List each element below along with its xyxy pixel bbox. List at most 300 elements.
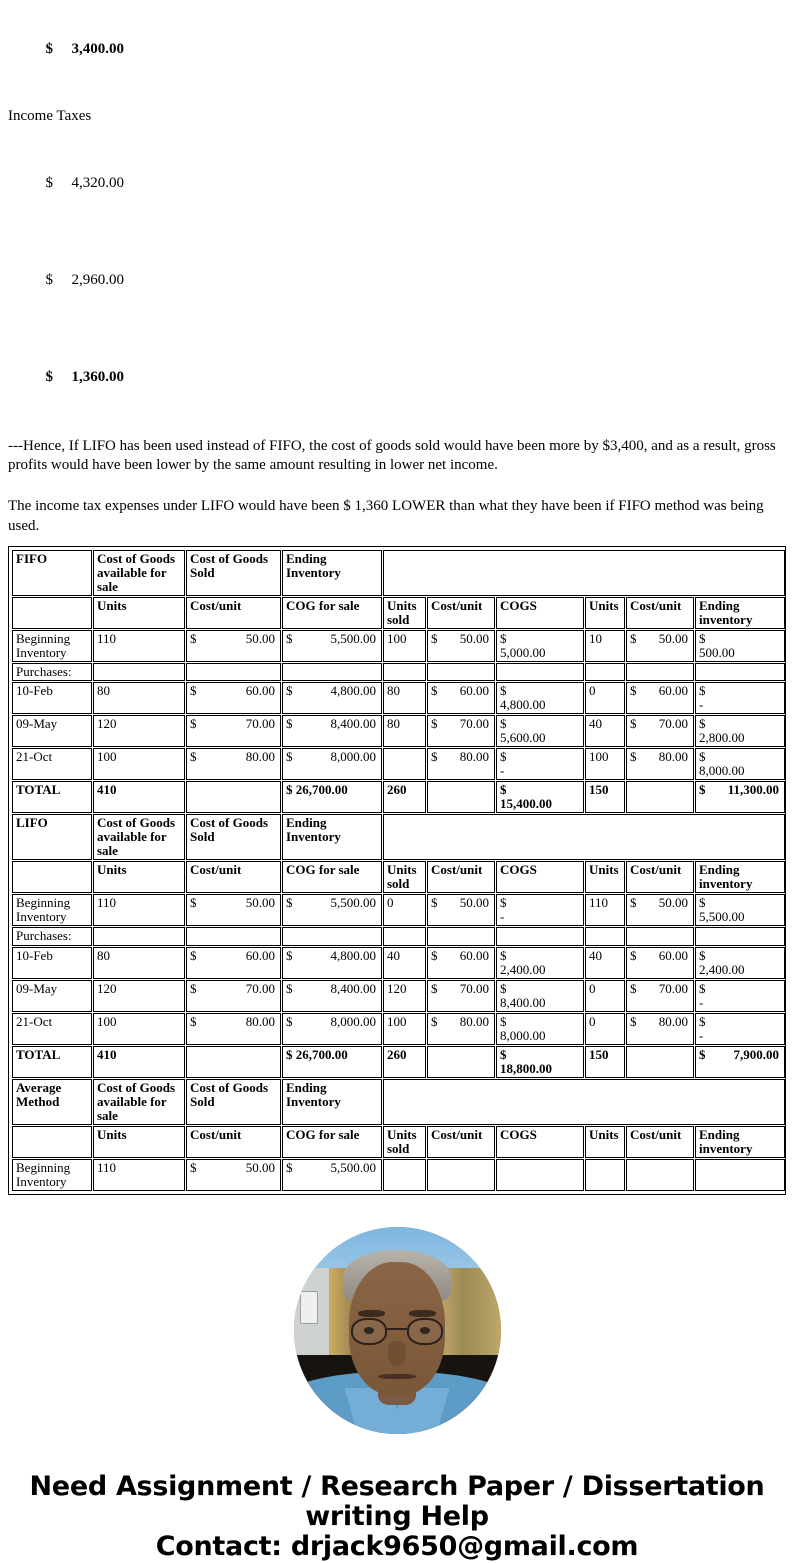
amount: 4,800.00 [330,947,376,963]
currency-symbol: $ [699,980,706,996]
amount: 60.00 [459,683,489,698]
cell-units: 80 [93,947,185,979]
amount: 50.00 [245,895,275,911]
cell-empty [496,927,584,945]
row-label: 21-Oct [12,1013,92,1045]
total-cost-per-unit-2 [427,1046,495,1078]
column-header-cog-for-sale: COG for sale [282,1126,382,1158]
amount: 500.00 [699,644,735,660]
promo-line-1: Need Assignment / Research Paper / Dissertation [29,1470,765,1502]
currency-symbol: $ [190,980,197,996]
column-header-cogs: COGS [496,597,584,629]
cell-units-ending: 0 [585,682,625,714]
amount: 80.00 [245,1013,275,1029]
cell-cost-per-unit-2 [427,682,495,714]
group-header-ending-inventory: Ending Inventory [282,814,382,860]
cell-cost-per-unit-3 [626,1013,694,1045]
currency-symbol: $ [45,41,53,57]
cell-cost-per-unit-3 [626,630,694,662]
currency-symbol: $ [699,630,706,646]
currency-symbol: $ [699,716,706,732]
cell-cogs [496,1159,584,1191]
amount: 8,400.00 [500,994,546,1010]
amount: 5,500.00 [330,1159,376,1175]
amount: 5,500.00 [330,895,376,911]
cell-ending-inventory [695,1013,785,1045]
currency-symbol: $ [500,947,507,963]
column-header-cost-per-unit-3: Cost/unit [626,1126,694,1158]
amount: - [699,994,704,1010]
avatar-nose [388,1341,407,1366]
section-header-row [12,1079,785,1125]
group-header-ending-inventory: Ending Inventory [282,550,382,596]
cell-units-ending: 100 [585,748,625,780]
amount: 80.00 [459,1013,489,1029]
amount: 50.00 [658,630,688,646]
avatar-mouth [378,1374,415,1379]
cell-empty [695,663,785,681]
column-header-blank [12,861,92,893]
row-label: 09-May [12,715,92,747]
cell-cost-per-unit-2 [427,894,495,926]
amount: 60.00 [658,947,688,963]
avatar-glasses-bridge [387,1328,408,1330]
cell-cogs [496,980,584,1012]
amount: 70.00 [459,980,489,996]
currency-symbol: $ [699,947,706,963]
total-cost-per-unit [186,781,281,813]
cell-empty [93,663,185,681]
column-header-cost-per-unit-2: Cost/unit [427,1126,495,1158]
amount: - [500,763,505,779]
column-header-row [12,861,785,893]
currency-symbol: $ [431,895,438,911]
amount: 70.00 [245,716,275,732]
tax-fifo-amount: 4,320.00 [71,175,124,191]
currency-symbol: $ [500,749,507,765]
promo-line-3: Contact: drjack9650@gmail.com [155,1531,639,1563]
total-units-ending: 150 [585,1046,625,1078]
cell-empty [626,663,694,681]
cell-units-sold: 100 [383,630,426,662]
column-header-units-sold: Units sold [383,1126,426,1158]
group-header-cost-of-goods-sold: Cost of Goods Sold [186,814,281,860]
amount: 4,800.00 [500,697,546,713]
currency-symbol: $ [431,1013,438,1029]
column-header-cogs: COGS [496,1126,584,1158]
cell-units: 100 [93,1013,185,1045]
currency-symbol: $ [45,369,53,385]
cell-cog-for-sale [282,630,382,662]
currency-symbol: $ [630,749,637,765]
cell-cogs [496,682,584,714]
amount: 50.00 [459,630,489,646]
cell-units: 100 [93,748,185,780]
column-header-units-2: Units [585,597,625,629]
cell-empty [186,927,281,945]
currency-symbol: $ [286,1013,293,1029]
currency-symbol: $ [286,630,293,646]
spacer-cell [383,814,785,860]
column-header-units-2: Units [585,1126,625,1158]
tax-difference-amount: 1,360.00 [71,369,124,385]
avatar-eyebrow-right [409,1310,436,1317]
cell-empty [585,927,625,945]
cell-empty [93,927,185,945]
table-row [12,630,785,662]
cell-ending-inventory [695,630,785,662]
section-header-row [12,550,785,596]
amount: 15,400.00 [500,796,552,812]
cell-cost-per-unit-2 [427,1159,495,1191]
cell-units-ending: 40 [585,715,625,747]
amount: 7,900.00 [733,1046,780,1062]
cell-units-ending: 0 [585,980,625,1012]
row-label-purchases: Purchases: [12,927,92,945]
cell-cost-per-unit [186,947,281,979]
cell-empty [383,663,426,681]
cell-cogs [496,947,584,979]
currency-symbol: $ [500,1013,507,1029]
amount: 60.00 [245,683,275,698]
amount: 11,300.00 [727,782,780,798]
cell-units-ending: 0 [585,1013,625,1045]
currency-symbol: $ [45,272,53,288]
currency-symbol: $ [190,716,197,732]
table-row [12,1013,785,1045]
section-name: FIFO [12,550,92,596]
currency-symbol: $ [500,1046,507,1062]
tax-difference-row [8,340,786,415]
column-header-units: Units [93,861,185,893]
cell-cogs [496,715,584,747]
tax-lifo-row [8,243,786,318]
cell-units-sold: 100 [383,1013,426,1045]
currency-symbol: $ [630,980,637,996]
section-name: LIFO [12,814,92,860]
cell-cog-for-sale [282,894,382,926]
group-header-cogs-available: Cost of Goods available for sale [93,814,185,860]
amount: 2,400.00 [699,961,745,977]
cell-units-sold [383,1159,426,1191]
amount: 8,000.00 [699,763,745,779]
currency-symbol: $ [500,980,507,996]
cell-units: 120 [93,980,185,1012]
cell-cog-for-sale [282,1013,382,1045]
currency-symbol: $ [190,947,197,963]
cell-cost-per-unit-3 [626,682,694,714]
summary-value-top-amount: 3,400.00 [71,41,124,57]
cell-cogs [496,630,584,662]
row-label-total: TOTAL [12,781,92,813]
row-label: 10-Feb [12,682,92,714]
row-label: 21-Oct [12,748,92,780]
cell-cost-per-unit [186,748,281,780]
spacer [8,475,786,497]
cell-cog-for-sale [282,980,382,1012]
column-header-ending-inventory: Ending inventory [695,597,785,629]
amount: 70.00 [658,980,688,996]
currency-symbol: $ [699,782,706,798]
top-spacer [8,0,786,12]
cell-ending-inventory [695,715,785,747]
paragraph-income-tax-explanation: The income tax expenses under LIFO would have been $ 1,360 LOWER than what they have been if FIFO method was being used. [8,498,764,534]
amount: 2,400.00 [500,961,546,977]
table-row [12,980,785,1012]
cell-ending-inventory [695,894,785,926]
table-row [12,894,785,926]
currency-symbol: $ [699,683,706,698]
spacer-cell [383,1079,785,1125]
currency-symbol: $ [699,1013,706,1029]
cell-ending-inventory [695,748,785,780]
cell-cost-per-unit-2 [427,1013,495,1045]
amount: 8,400.00 [330,716,376,732]
currency-symbol: $ [630,1013,637,1029]
amount: - [699,1027,704,1043]
cell-cogs [496,894,584,926]
total-cogs [496,1046,584,1078]
column-header-units-sold: Units sold [383,597,426,629]
tax-fifo-row [8,146,786,221]
currency-symbol: $ [190,683,197,698]
avatar [294,1227,501,1434]
column-header-units: Units [93,597,185,629]
cell-empty [427,663,495,681]
cell-cost-per-unit [186,1159,281,1191]
currency-symbol: $ [190,895,197,911]
amount: 50.00 [245,1159,275,1175]
total-cost-per-unit-2 [427,781,495,813]
amount: 80.00 [245,749,275,765]
column-header-cost-per-unit: Cost/unit [186,597,281,629]
currency-symbol: $ [286,980,293,996]
currency-symbol: $ [190,749,197,765]
cell-units-sold: 80 [383,682,426,714]
row-label-purchases: Purchases: [12,663,92,681]
table-row [12,947,785,979]
avatar-glasses-left-lens [351,1318,386,1345]
table-row [12,748,785,780]
column-header-ending-inventory: Ending inventory [695,1126,785,1158]
cell-cogs [496,748,584,780]
currency-symbol: $ [500,630,507,646]
currency-symbol: $ [286,947,293,963]
currency-symbol: $ [431,749,438,765]
currency-symbol: $ [500,782,507,798]
cell-empty [695,927,785,945]
total-cogs [496,781,584,813]
currency-symbol: $ [286,749,293,765]
purchases-row [12,927,785,945]
avatar-background-switch [300,1291,319,1324]
amount: 5,600.00 [500,730,546,746]
currency-symbol: $ [431,716,438,732]
cell-cost-per-unit-2 [427,748,495,780]
cell-units: 110 [93,630,185,662]
spacer [8,124,786,146]
table-row [12,682,785,714]
cell-empty [186,663,281,681]
inventory-methods-table [11,549,786,1192]
cell-empty [626,927,694,945]
cell-cog-for-sale [282,715,382,747]
column-header-cost-per-unit: Cost/unit [186,1126,281,1158]
purchases-row [12,663,785,681]
amount: 5,500.00 [699,909,745,925]
cell-units-ending: 10 [585,630,625,662]
column-header-row [12,1126,785,1158]
amount: 50.00 [459,895,489,911]
amount: 8,400.00 [330,980,376,996]
currency-symbol: $ [286,895,293,911]
amount: 8,000.00 [500,1027,546,1043]
cell-units-sold [383,748,426,780]
amount: 80.00 [459,749,489,765]
cell-cog-for-sale [282,748,382,780]
cell-units-sold: 80 [383,715,426,747]
cell-units: 80 [93,682,185,714]
cell-cost-per-unit [186,630,281,662]
cell-cost-per-unit-3 [626,715,694,747]
cell-empty [427,927,495,945]
row-label: 10-Feb [12,947,92,979]
cell-cost-per-unit [186,682,281,714]
amount: 80.00 [658,1013,688,1029]
column-header-blank [12,597,92,629]
currency-symbol: $ [286,716,293,732]
amount: 50.00 [245,630,275,646]
cell-empty [282,927,382,945]
currency-symbol: $ [286,683,293,698]
cell-cost-per-unit-3 [626,947,694,979]
total-cost-per-unit-3 [626,1046,694,1078]
spacer [8,415,786,437]
cell-ending-inventory [695,947,785,979]
avatar-container [0,1227,794,1434]
total-row [12,781,785,813]
amount: 8,000.00 [330,1013,376,1029]
cell-cost-per-unit-2 [427,947,495,979]
total-units-ending: 150 [585,781,625,813]
amount: 18,800.00 [500,1060,552,1076]
group-header-ending-inventory: Ending Inventory [282,1079,382,1125]
row-label-total: TOTAL [12,1046,92,1078]
total-cost-per-unit [186,1046,281,1078]
inventory-methods-table-container [8,546,786,1195]
cell-empty [383,927,426,945]
column-header-cost-per-unit: Cost/unit [186,861,281,893]
currency-symbol: $ [190,1159,197,1175]
cell-empty [496,663,584,681]
total-units: 410 [93,781,185,813]
promo-banner [0,1472,794,1563]
currency-symbol: $ [431,980,438,996]
currency-symbol: $ [190,1013,197,1029]
row-label: Beginning Inventory [12,894,92,926]
group-header-cogs-available: Cost of Goods available for sale [93,550,185,596]
promo-line-2: writing Help [305,1501,489,1533]
spacer [8,87,786,109]
avatar-eyebrow-left [358,1310,385,1317]
column-header-units-sold: Units sold [383,861,426,893]
currency-symbol: $ [630,683,637,698]
currency-symbol: $ [286,1159,293,1175]
total-cog-for-sale: $ 26,700.00 [282,781,382,813]
total-units-sold: 260 [383,781,426,813]
cell-ending-inventory [695,1159,785,1191]
column-header-cog-for-sale: COG for sale [282,861,382,893]
column-header-units-2: Units [585,861,625,893]
total-cost-per-unit-3 [626,781,694,813]
currency-symbol: $ [630,716,637,732]
amount: 60.00 [245,947,275,963]
document-body [0,0,794,536]
cell-units-sold: 120 [383,980,426,1012]
income-taxes-label: Income Taxes [8,108,92,124]
cell-cog-for-sale [282,1159,382,1191]
group-header-cost-of-goods-sold: Cost of Goods Sold [186,1079,281,1125]
section-header-row [12,814,785,860]
column-header-ending-inventory: Ending inventory [695,861,785,893]
cell-cost-per-unit [186,715,281,747]
column-header-cog-for-sale: COG for sale [282,597,382,629]
total-cog-for-sale: $ 26,700.00 [282,1046,382,1078]
amount: 60.00 [459,947,489,963]
amount: - [500,909,505,925]
amount: 5,500.00 [330,630,376,646]
currency-symbol: $ [699,749,706,765]
cell-units: 110 [93,1159,185,1191]
column-header-units: Units [93,1126,185,1158]
table-row [12,1159,785,1191]
spacer-cell [383,550,785,596]
currency-symbol: $ [500,716,507,732]
column-header-cost-per-unit-3: Cost/unit [626,861,694,893]
section-name: Average Method [12,1079,92,1125]
summary-value-top [8,12,786,87]
currency-symbol: $ [431,947,438,963]
spacer [8,221,786,243]
cell-cost-per-unit [186,1013,281,1045]
total-ending-inventory [695,1046,785,1078]
cell-units: 120 [93,715,185,747]
currency-symbol: $ [431,630,438,646]
column-header-cogs: COGS [496,861,584,893]
row-label: 09-May [12,980,92,1012]
cell-cog-for-sale [282,947,382,979]
cell-units-ending: 110 [585,894,625,926]
cell-cost-per-unit-3 [626,1159,694,1191]
amount: - [699,697,704,713]
row-label: Beginning Inventory [12,1159,92,1191]
column-header-cost-per-unit-2: Cost/unit [427,861,495,893]
cell-units: 110 [93,894,185,926]
amount: 5,000.00 [500,644,546,660]
cell-cost-per-unit [186,980,281,1012]
column-header-blank [12,1126,92,1158]
total-ending-inventory [695,781,785,813]
row-label: Beginning Inventory [12,630,92,662]
currency-symbol: $ [699,895,706,911]
amount: 70.00 [245,980,275,996]
cell-cost-per-unit-3 [626,980,694,1012]
cell-units-sold: 0 [383,894,426,926]
currency-symbol: $ [431,683,438,698]
amount: 80.00 [658,749,688,765]
tax-lifo-amount: 2,960.00 [71,272,124,288]
cell-cogs [496,1013,584,1045]
